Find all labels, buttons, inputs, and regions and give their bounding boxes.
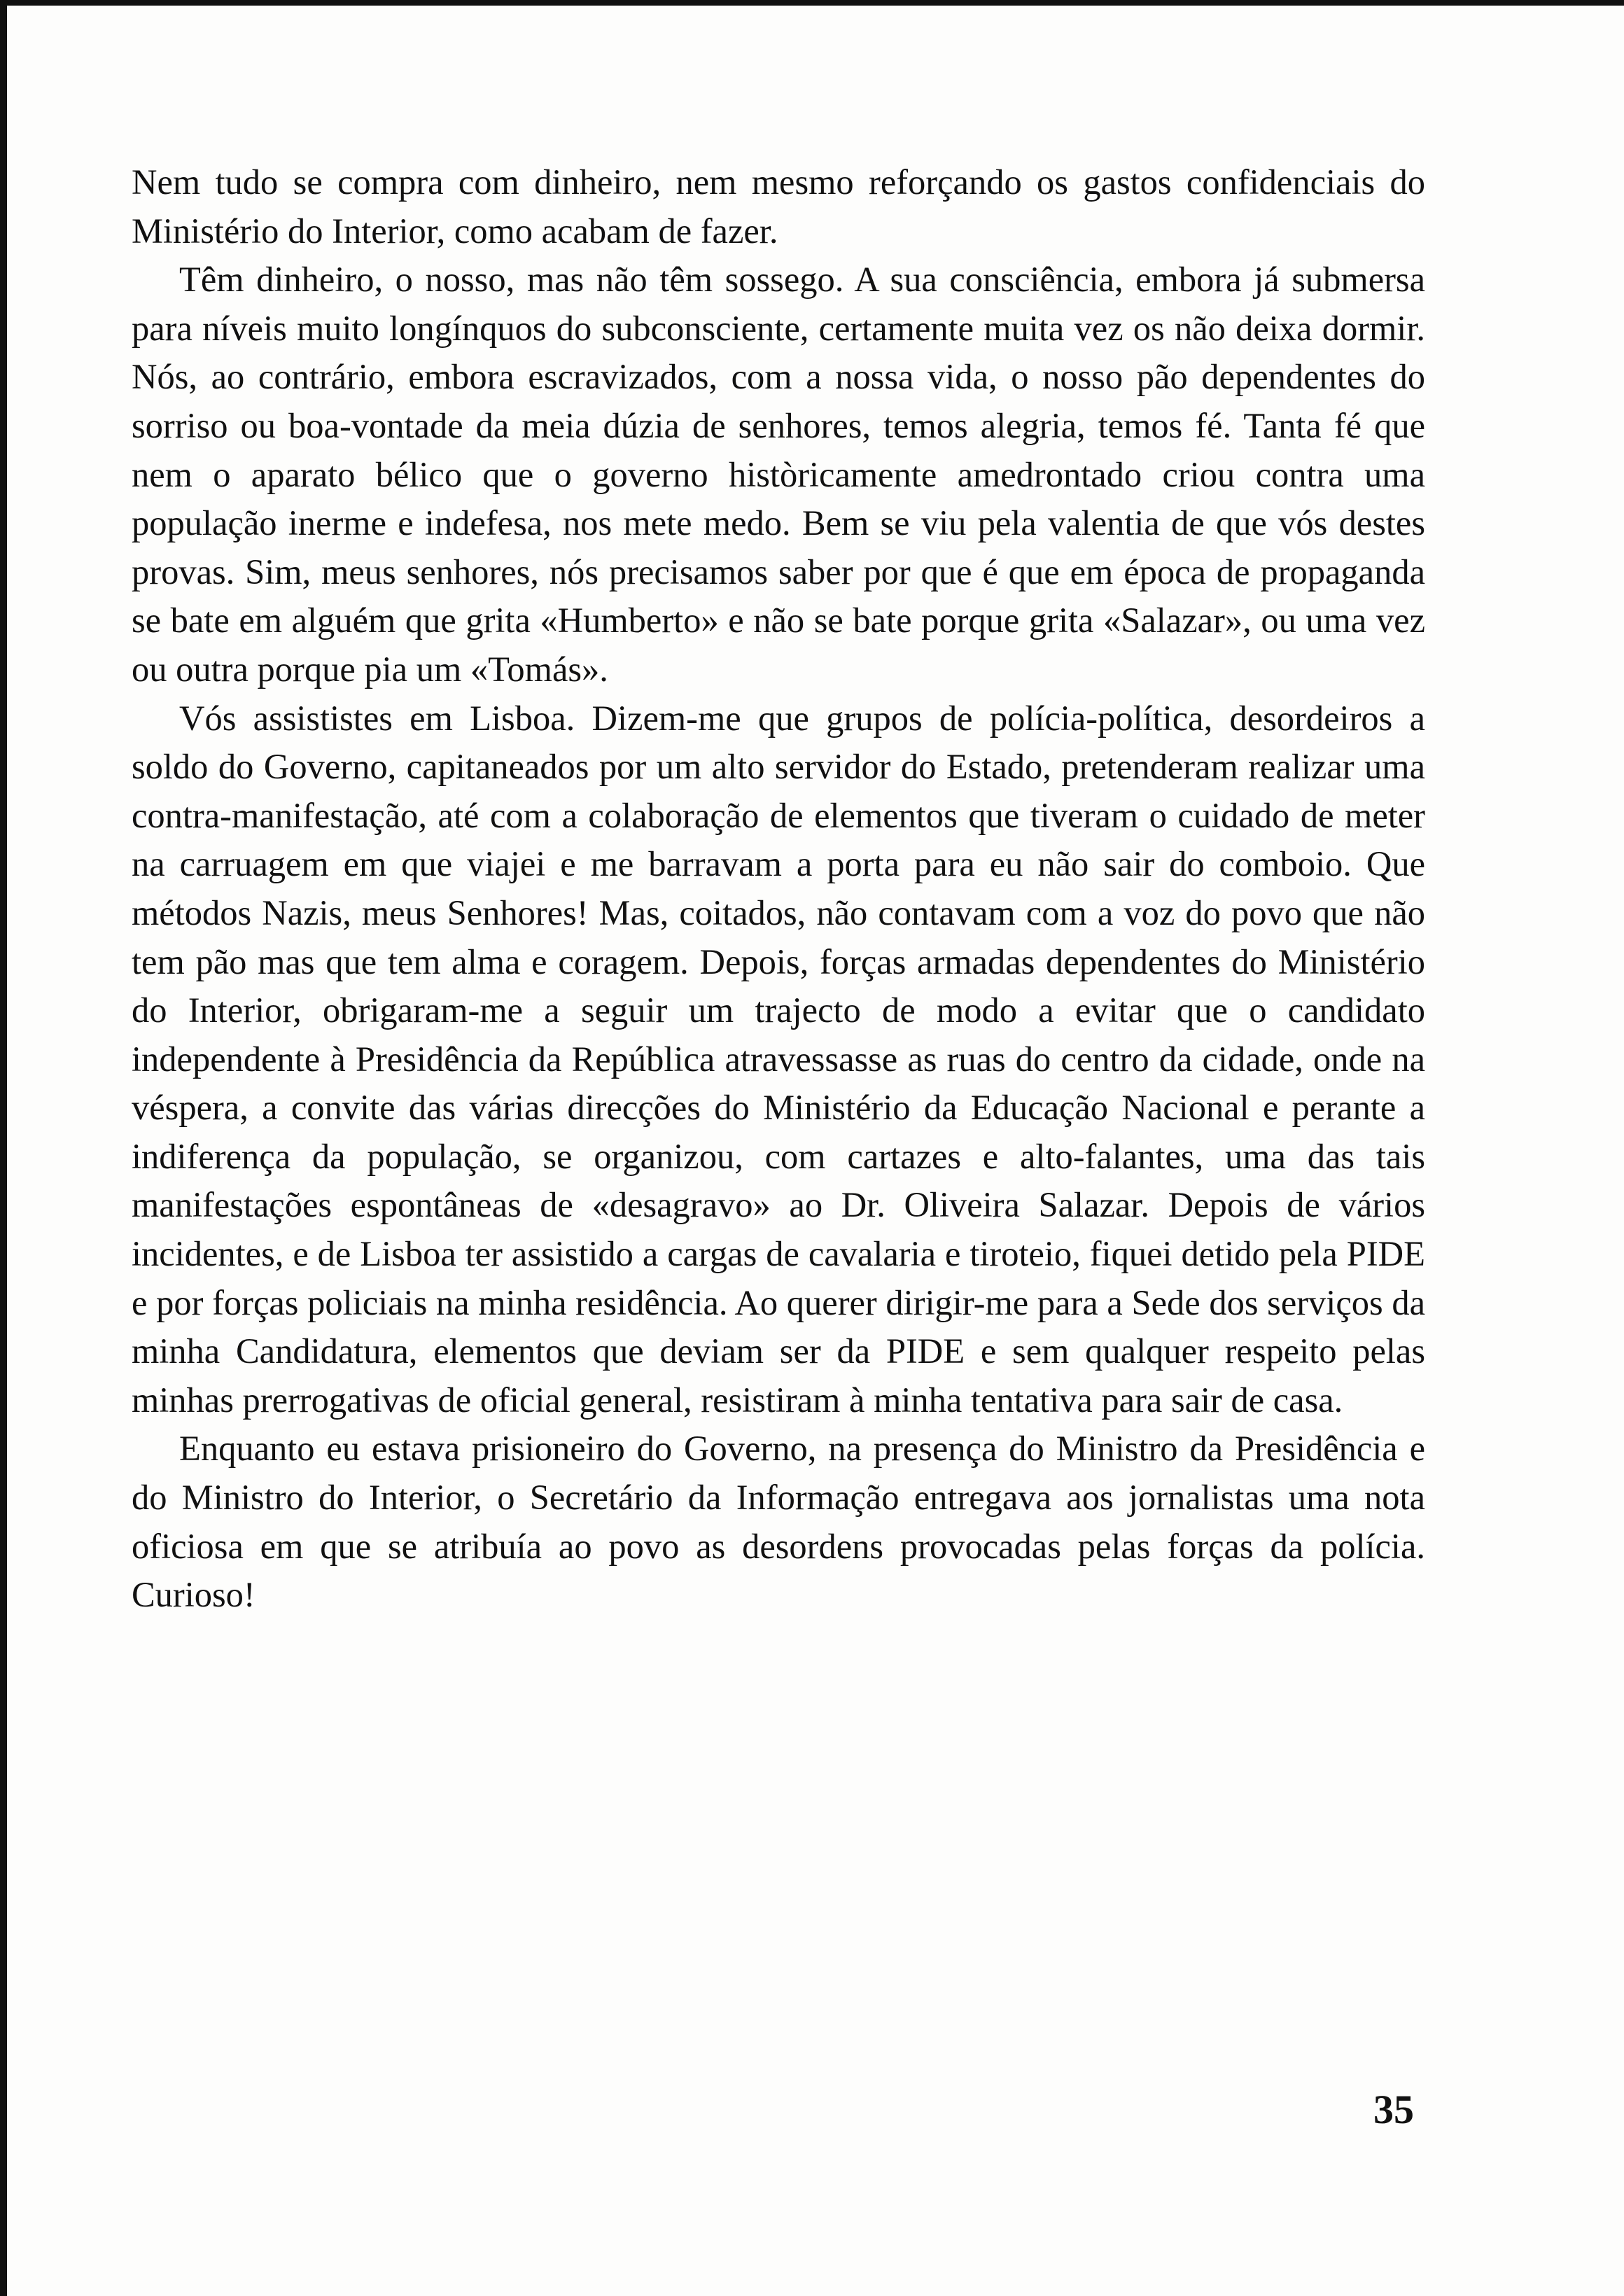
scan-border-left — [0, 0, 7, 2296]
page-number: 35 — [1373, 2087, 1414, 2132]
scan-border-top — [0, 0, 1624, 6]
paragraph-3: Vós assististes em Lisboa. Dizem-me que grupos de polícia-política, desordeiros a soldo do Governo, capitaneados por um alto servidor do Estado, pretenderam realizar uma contra-manifestação, até com a colaboração de elementos que tiveram o cuidado de meter na carruagem em que viajei e me barravam a porta para eu não sair do comboio. Que métodos Nazis, meus Senhores! Mas, coitados, não contavam com a voz do povo que não tem pão mas que tem alma e coragem. Depois, forças armadas dependentes do Ministério do Interior, obrigaram-me a seguir um trajecto de modo a evitar que o candidato independente à Presidência da República atravessasse as ruas do centro da cidade, onde na véspera, a convite das várias direcções do Ministério da Educação Nacional e perante a indiferença da população, se organizou, com cartazes e alto-falantes, uma das tais manifestações espontâneas de «desagravo» ao Dr. Oliveira Salazar. Depois de vários incidentes, e de Lisboa ter assistido a cargas de cavalaria e tiroteio, fiquei detido pela PIDE e por forças policiais na minha residência. Ao querer dirigir-me para a Sede dos serviços da minha Candidatura, elementos que deviam ser da PIDE e sem qualquer respeito pelas minhas prerrogativas de oficial general, resistiram à minha tentativa para sair de casa. — [132, 698, 1425, 1420]
body-text — [132, 158, 1425, 1620]
paragraph-1: Nem tudo se compra com dinheiro, nem mesmo reforçando os gastos confidenciais do Ministério do Interior, como acabam de fazer. — [132, 162, 1425, 251]
paragraph-4: Enquanto eu estava prisioneiro do Governo, na presença do Ministro da Presidência e do Ministro do Interior, o Secretário da Informação entregava aos jornalistas uma nota oficiosa em que se atribuía ao povo as desordens provocadas pelas forças da polícia. Curioso! — [132, 1429, 1425, 1615]
paragraph-2: Têm dinheiro, o nosso, mas não têm sossego. A sua consciência, embora já submersa para níveis muito longínquos do subconsciente, certamente muita vez os não deixa dormir. Nós, ao contrário, embora escravizados, com a nossa vida, o nosso pão dependentes do sorriso ou boa-vontade da meia dúzia de senhores, temos alegria, temos fé. Tanta fé que nem o aparato bélico que o governo històricamente amedrontado criou contra uma população inerme e indefesa, nos mete medo. Bem se viu pela valentia de que vós destes provas. Sim, meus senhores, nós precisamos saber por que é que em época de propaganda se bate em alguém que grita «Humberto» e não se bate porque grita «Salazar», ou uma vez ou outra porque pia um «Tomás». — [132, 260, 1425, 689]
